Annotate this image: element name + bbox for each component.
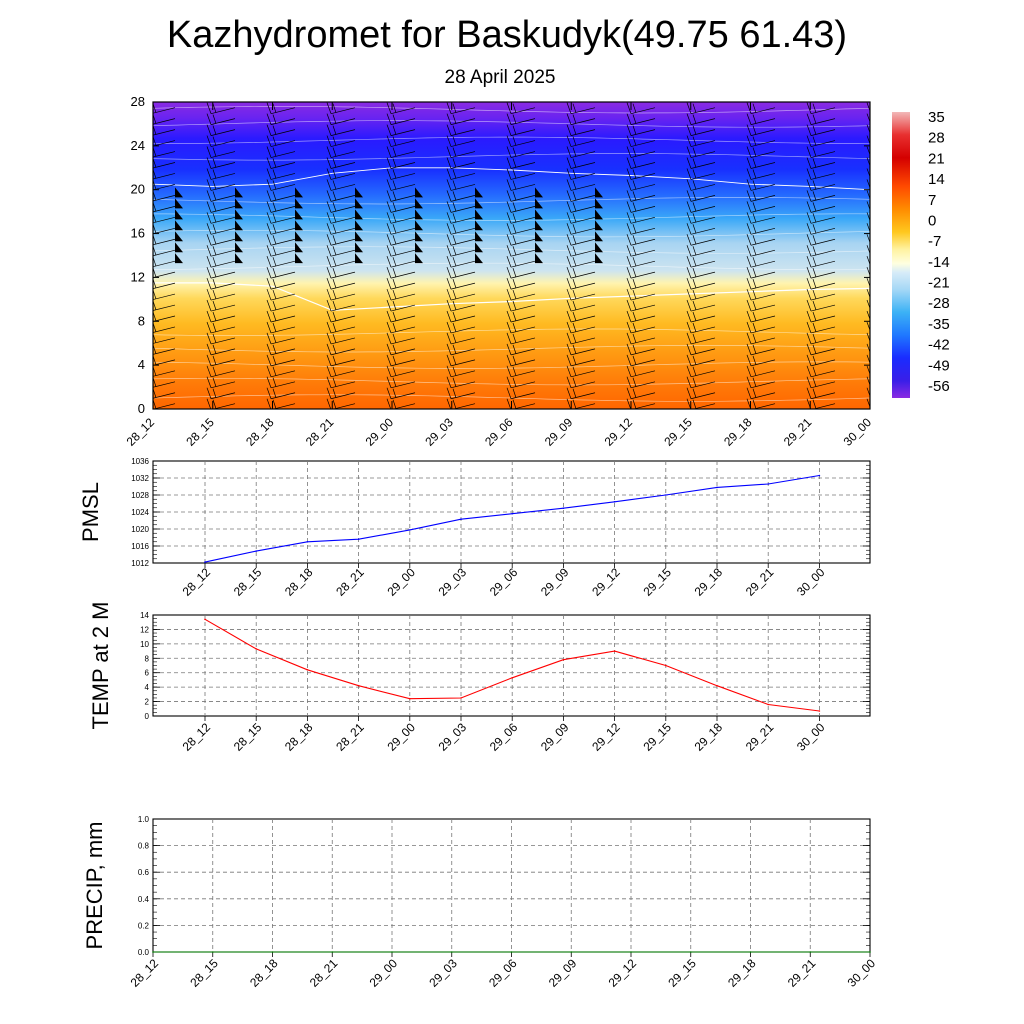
x-tick-label: 29_12 [601,415,636,449]
x-tick-label: 29_18 [691,720,726,754]
data-point [571,951,573,953]
y-tick-label: 1.0 [137,815,149,824]
colorbar-gradient [892,112,910,398]
wind-barb [867,377,895,388]
colorbar-label: 0 [928,212,937,230]
plot-frame [153,615,870,716]
y-tick-label: 4 [144,683,149,693]
y-tick-label: 20 [130,181,145,197]
x-tick-label: 28_12 [127,956,162,990]
x-tick-label: 28_21 [302,415,337,449]
wind-barb [867,267,895,278]
x-tick-label: 29_18 [691,565,726,599]
x-tick-label: 29_00 [384,720,418,754]
y-tick-label: 1016 [131,542,149,551]
x-tick-label: 30_00 [794,565,828,599]
x-tick-label: 29_06 [486,720,521,754]
colorbar-label: -56 [928,378,950,395]
wind-barb [867,179,895,190]
colorbar [892,109,950,398]
x-tick-label: 28_15 [187,956,221,990]
colorbar-label: 35 [928,109,945,126]
y-tick-label: 0.8 [137,841,149,851]
x-tick-label: 28_18 [247,956,281,990]
y-tick-label: 1032 [131,474,149,483]
y-tick-label: 0.4 [137,894,149,904]
x-tick-label: 29_12 [605,956,640,990]
wind-barb [867,147,895,158]
x-tick-label: 29_09 [538,565,572,599]
x-tick-label: 29_03 [422,415,456,449]
x-tick-label: 29_21 [780,415,815,449]
x-tick-label: 28_15 [230,565,265,599]
y-tick-label: 14 [140,611,149,620]
x-tick-label: 29_21 [742,565,777,599]
y-tick-label: 1024 [131,508,149,517]
x-tick-label: 28_21 [333,565,367,599]
y-tick-label: 16 [130,225,145,241]
data-point [665,665,667,667]
colorbar-label: -14 [928,253,950,271]
cross-section-panel [124,94,895,449]
y-tick-label: 0 [137,401,145,416]
data-point [614,650,616,652]
colorbar-label: 21 [928,150,945,168]
x-tick-label: 29_09 [545,956,580,990]
wind-barb [867,311,895,322]
data-point [358,685,360,687]
data-point [767,483,769,485]
data-point [152,951,154,953]
x-tick-label: 29_06 [486,565,521,599]
x-tick-label: 28_18 [282,720,316,754]
wind-barb [867,125,895,136]
figure-title: Kazhydromet for Baskudyk(49.75 61.43) [166,14,848,56]
x-tick-label: 29_09 [541,415,576,449]
wind-barb [867,399,895,410]
colorbar-label: 28 [928,129,945,147]
y-tick-label: 2 [144,697,149,707]
y-tick-label: 28 [130,94,145,109]
x-tick-label: 29_00 [362,415,397,449]
x-tick-label: 30_00 [794,720,828,754]
data-point [460,697,462,699]
colorbar-label: -49 [928,357,950,375]
data-point [716,487,718,489]
x-tick-label: 28_18 [243,415,277,449]
data-point [511,951,513,953]
data-point [563,507,565,509]
y-tick-label: 0.0 [137,948,149,957]
y-axis-label: PRECIP, mm [82,821,107,950]
x-tick-label: 29_18 [721,415,755,449]
y-tick-label: 12 [130,269,145,285]
data-point [716,685,718,687]
data-point [767,704,769,706]
data-point [212,951,214,953]
wind-barb [867,136,895,147]
data-point [204,561,206,563]
x-tick-label: 30_00 [844,956,879,990]
x-tick-label: 28_12 [123,415,158,449]
x-tick-label: 30_00 [840,415,875,449]
x-tick-label: 29_12 [589,565,623,599]
wind-barb [867,388,895,399]
x-tick-label: 28_12 [179,720,214,754]
data-point [690,951,692,953]
wind-barb [867,234,895,245]
colorbar-label: -21 [928,274,950,292]
wind-barb [867,344,895,355]
x-tick-label: 28_21 [306,956,341,990]
y-tick-label: 0.6 [137,868,149,878]
wind-barb [867,289,895,300]
data-point [332,951,334,953]
wind-barb [867,190,895,201]
x-tick-label: 29_21 [742,720,777,754]
y-tick-label: 8 [137,313,145,329]
x-tick-label: 28_18 [282,565,316,599]
data-point [391,951,393,953]
wind-barb [867,300,895,311]
x-tick-label: 28_12 [179,565,214,599]
data-point [451,951,453,953]
x-tick-label: 29_12 [589,720,623,754]
pmsl-panel [78,457,870,599]
x-tick-label: 29_00 [366,956,401,990]
x-tick-label: 29_18 [725,956,759,990]
y-axis-label: TEMP at 2 M [88,601,113,730]
data-point [630,951,632,953]
x-tick-label: 29_15 [665,956,699,990]
precip-panel [82,815,878,990]
data-point [511,513,513,515]
data-point [409,698,411,700]
colorbar-label: 14 [928,171,945,189]
data-point [255,550,257,552]
x-tick-label: 28_21 [333,720,367,754]
temp-2m-panel [88,602,870,754]
colorbar-label: -35 [928,315,950,333]
y-tick-label: 4 [137,357,145,373]
data-point [307,669,309,671]
data-point [255,648,257,650]
wind-barb [867,256,895,267]
data-point [272,951,274,953]
colorbar-label: -28 [928,295,950,313]
data-point [869,951,871,953]
data-point [750,951,752,953]
wind-barb [867,212,895,223]
x-tick-label: 29_03 [435,565,470,599]
y-tick-label: 1012 [131,559,149,568]
figure-subtitle: 28 April 2025 [444,67,556,88]
y-axis-label: PMSL [78,482,103,542]
data-point [819,475,821,477]
data-point [358,538,360,540]
wind-barb [867,245,895,256]
wind-barb [867,223,895,234]
wind-barb [867,278,895,289]
wind-barb [867,157,895,168]
wind-barb [867,355,895,366]
y-tick-label: 1028 [131,491,149,500]
wind-barb [867,366,895,377]
y-tick-label: 8 [144,654,149,664]
wind-barb [867,168,895,179]
x-tick-label: 28_15 [183,415,217,449]
colorbar-label: -7 [928,233,942,251]
y-tick-label: 10 [140,639,149,649]
x-tick-label: 29_15 [661,415,695,449]
data-point [563,659,565,661]
colorbar-labels [928,109,950,395]
data-point [819,710,821,712]
data-point [511,677,513,679]
x-tick-label: 29_03 [435,720,470,754]
wind-barb [867,333,895,344]
wind-barb [867,103,895,114]
x-tick-label: 29_06 [486,956,520,990]
y-tick-label: 1020 [131,525,149,534]
x-tick-label: 28_15 [230,720,265,754]
x-tick-label: 29_15 [640,565,674,599]
wind-barb [867,201,895,212]
y-tick-label: 24 [130,137,145,153]
data-point [665,494,667,496]
y-tick-label: 0 [144,712,149,721]
y-tick-label: 12 [140,625,149,635]
colorbar-label: 7 [928,191,937,209]
y-tick-label: 6 [144,668,149,678]
x-tick-label: 29_06 [482,415,516,449]
x-tick-label: 29_00 [384,565,418,599]
colorbar-label: -42 [928,336,950,354]
y-tick-label: 1036 [131,457,149,466]
data-point [810,951,812,953]
wind-barb [867,114,895,125]
wind-barb [867,322,895,333]
data-point [614,501,616,503]
data-point [204,619,206,621]
x-tick-label: 29_21 [784,956,819,990]
data-point [409,529,411,531]
data-point [460,518,462,520]
x-tick-label: 29_03 [426,956,460,990]
x-tick-label: 29_09 [538,720,572,754]
x-tick-label: 29_15 [640,720,674,754]
data-point [307,541,309,543]
y-tick-label: 0.2 [137,921,149,931]
